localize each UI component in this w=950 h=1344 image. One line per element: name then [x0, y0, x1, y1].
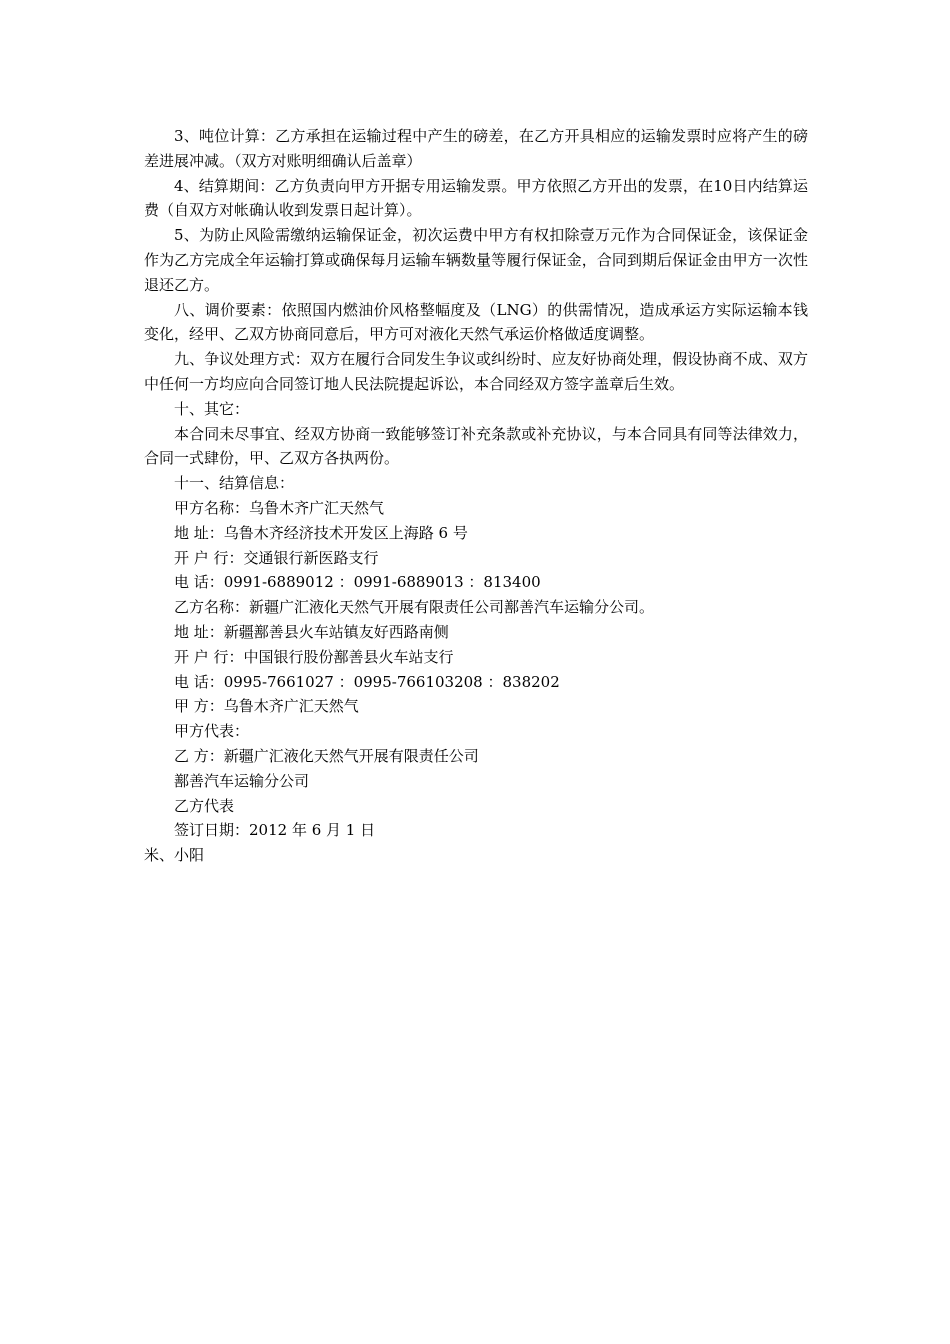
settlement-heading: 十一、结算信息：: [174, 474, 295, 493]
clause-tonnage: 3、吨位计算：乙方承担在运输过程中产生的磅差，在乙方开具相应的运输发票时应将产生的磅差进展冲减。（双方对账明细确认后盖章）: [144, 127, 808, 170]
clause-settlement-period: 4、结算期间：乙方负责向甲方开据专用运输发票。甲方依照乙方开出的发票，在10日内结算运费（自双方对帐确认收到发票日起计算）。: [144, 176, 808, 220]
signing-date: 签订日期：2012 年 6 月 1 日: [174, 821, 376, 840]
clause-other-heading: 十、其它：: [174, 399, 250, 418]
party-b-name: 乙方名称：新疆广汇液化天然气开展有限责任公司鄯善汽车运输分公司。: [174, 598, 655, 617]
clause-deposit: 5、为防止风险需缴纳运输保证金，初次运费中甲方有权扣除壹万元作为合同保证金，该保证金作为乙方完成全年运输打算或确保每月运输车辆数量等履行保证金，合同到期后保证金由甲方一次性退还乙方。: [144, 226, 808, 294]
signature-party-a: 甲 方：乌鲁木齐广汇天然气: [174, 697, 359, 716]
signature-party-a-rep: 甲方代表：: [174, 722, 250, 741]
contract-body: [144, 124, 808, 868]
party-a-name: 甲方名称：乌鲁木齐广汇天然气: [174, 498, 385, 517]
party-a-phone: 电 话：0991-6889012 ：0991-6889013 ：813400: [174, 573, 541, 592]
party-b-bank: 开 户 行：中国银行股份鄯善县火车站支行: [174, 647, 454, 666]
party-a-address: 地 址：乌鲁木齐经济技术开发区上海路 6 号: [174, 523, 468, 542]
signature-party-b: 乙 方：新疆广汇液化天然气开展有限责任公司: [174, 746, 479, 765]
party-b-address: 地 址：新疆鄯善县火车站镇友好西路南侧: [174, 622, 449, 641]
clause-other-text: 本合同未尽事宜、经双方协商一致能够签订补充条款或补充协议，与本合同具有同等法律效力，合同一式肆份，甲、乙双方各执两份。: [144, 424, 808, 468]
party-a-bank: 开 户 行：交通银行新医路支行: [174, 548, 379, 567]
signature-party-b-rep: 乙方代表: [174, 796, 235, 815]
clause-price-adjustment: 八、调价要素：依照国内燃油价风格整幅度及（LNG）的供需情况，造成承运方实际运输本钱变化，经甲、乙双方协商同意后，甲方可对液化天然气承运价格做适度调整。: [144, 300, 808, 344]
clause-dispute: 九、争议处理方式：双方在履行合同发生争议或纠纷时、应友好协商处理，假设协商不成、双方中任何一方均应向合同签订地人民法院提起诉讼，本合同经双方签字盖章后生效。: [144, 350, 808, 393]
footer-note: 米、小阳: [144, 846, 205, 865]
party-b-phone: 电 话：0995-7661027 ：0995-766103208 ：838202: [174, 672, 560, 691]
signature-party-b-branch: 鄯善汽车运输分公司: [174, 771, 310, 790]
